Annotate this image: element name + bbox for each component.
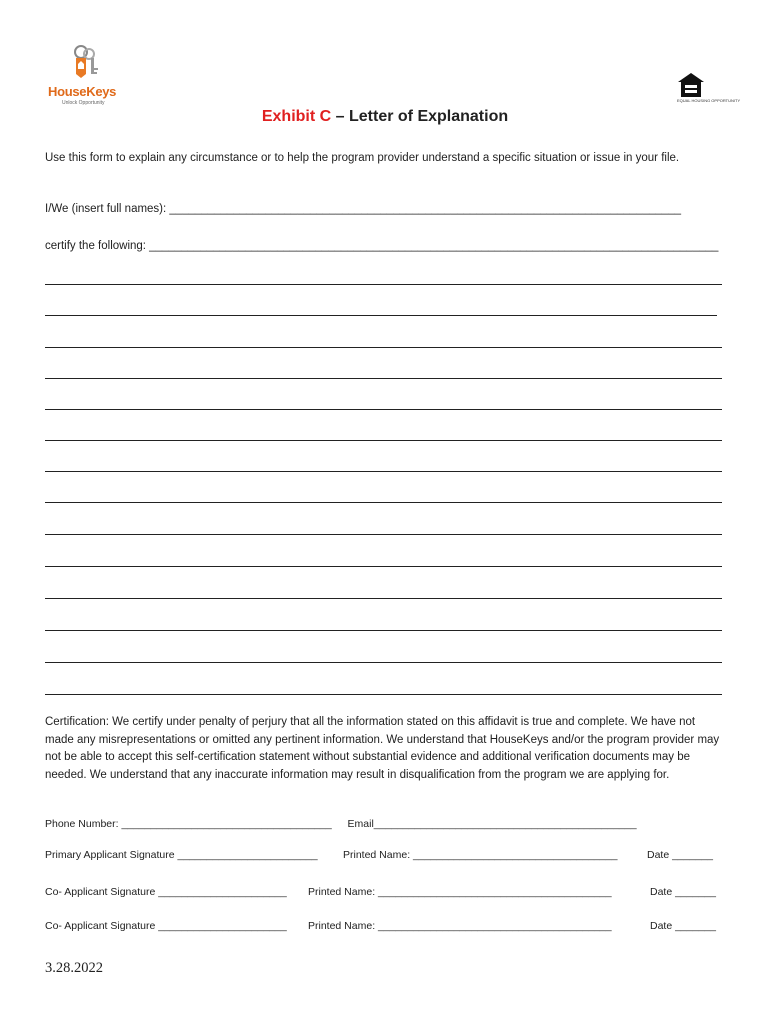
title-rest: – Letter of Explanation — [331, 108, 509, 125]
primary-applicant-row — [45, 849, 725, 861]
co-applicant-date-field[interactable]: Date _______ — [650, 886, 716, 898]
primary-printed-name-field[interactable]: Printed Name: ___________________________________ — [343, 849, 618, 861]
phone-field[interactable]: Phone Number: ____________________________________ — [45, 818, 332, 830]
intro-text: Use this form to explain any circumstance or to help the program provider understand a specific situation or issue in your file. — [45, 152, 680, 164]
co-applicant-row — [45, 886, 725, 898]
explanation-line — [45, 534, 722, 535]
explanation-line — [45, 694, 722, 695]
certification-statement: Certification: We certify under penalty of perjury that all the information stated on this affidavit is true and complete. We have not made any misrepresentations or omitted any pertinent information. We understand that HouseKeys and/or the program provider may not be able to accept this self-certification statement without substantial evidence and additional verification documents may be needed. We understand that any inaccurate information may result in disqualification from the program we are applying for. — [45, 716, 720, 781]
equal-housing-icon — [677, 72, 705, 98]
key-house-icon — [64, 44, 104, 84]
certify-line: certify the following: _________________________________________________________________________________________ — [45, 240, 719, 252]
revision-date: 3.28.2022 — [45, 960, 103, 976]
co-applicant-row — [45, 920, 725, 932]
logo-name: HouseKeys — [48, 84, 117, 99]
explanation-line — [45, 284, 722, 285]
logo-tagline: Unlock Opportunity — [62, 100, 105, 106]
explanation-line — [45, 566, 722, 567]
housekeys-logo — [46, 44, 122, 106]
email-field[interactable]: Email_____________________________________________ — [347, 818, 637, 830]
co-applicant-signature-field[interactable]: Co- Applicant Signature ______________________ — [45, 920, 287, 932]
explanation-line — [45, 440, 722, 441]
title-exhibit: Exhibit C — [261, 108, 332, 125]
explanation-line — [45, 471, 722, 472]
co-applicant-date-field[interactable]: Date _______ — [650, 920, 716, 932]
co-applicant-printed-name-field[interactable]: Printed Name: ________________________________________ — [308, 920, 612, 932]
page-title — [0, 108, 770, 126]
explanation-line — [45, 662, 722, 663]
equal-housing-label: EQUAL HOUSING OPPORTUNITY — [677, 98, 741, 103]
explanation-line — [45, 502, 722, 503]
co-applicant-printed-name-field[interactable]: Printed Name: ________________________________________ — [308, 886, 612, 898]
explanation-line — [45, 409, 722, 410]
explanation-line — [45, 630, 722, 631]
explanation-line — [45, 315, 717, 316]
explanation-line — [45, 347, 722, 348]
explanation-line — [45, 598, 722, 599]
equal-housing-logo — [677, 72, 741, 106]
phone-row — [45, 818, 637, 830]
names-line: I/We (insert full names): ________________________________________________________________________________ — [45, 203, 682, 215]
explanation-line — [45, 378, 722, 379]
co-applicant-signature-field[interactable]: Co- Applicant Signature ______________________ — [45, 886, 287, 898]
primary-signature-field[interactable]: Primary Applicant Signature ________________________ — [45, 849, 318, 861]
primary-date-field[interactable]: Date _______ — [647, 849, 713, 861]
